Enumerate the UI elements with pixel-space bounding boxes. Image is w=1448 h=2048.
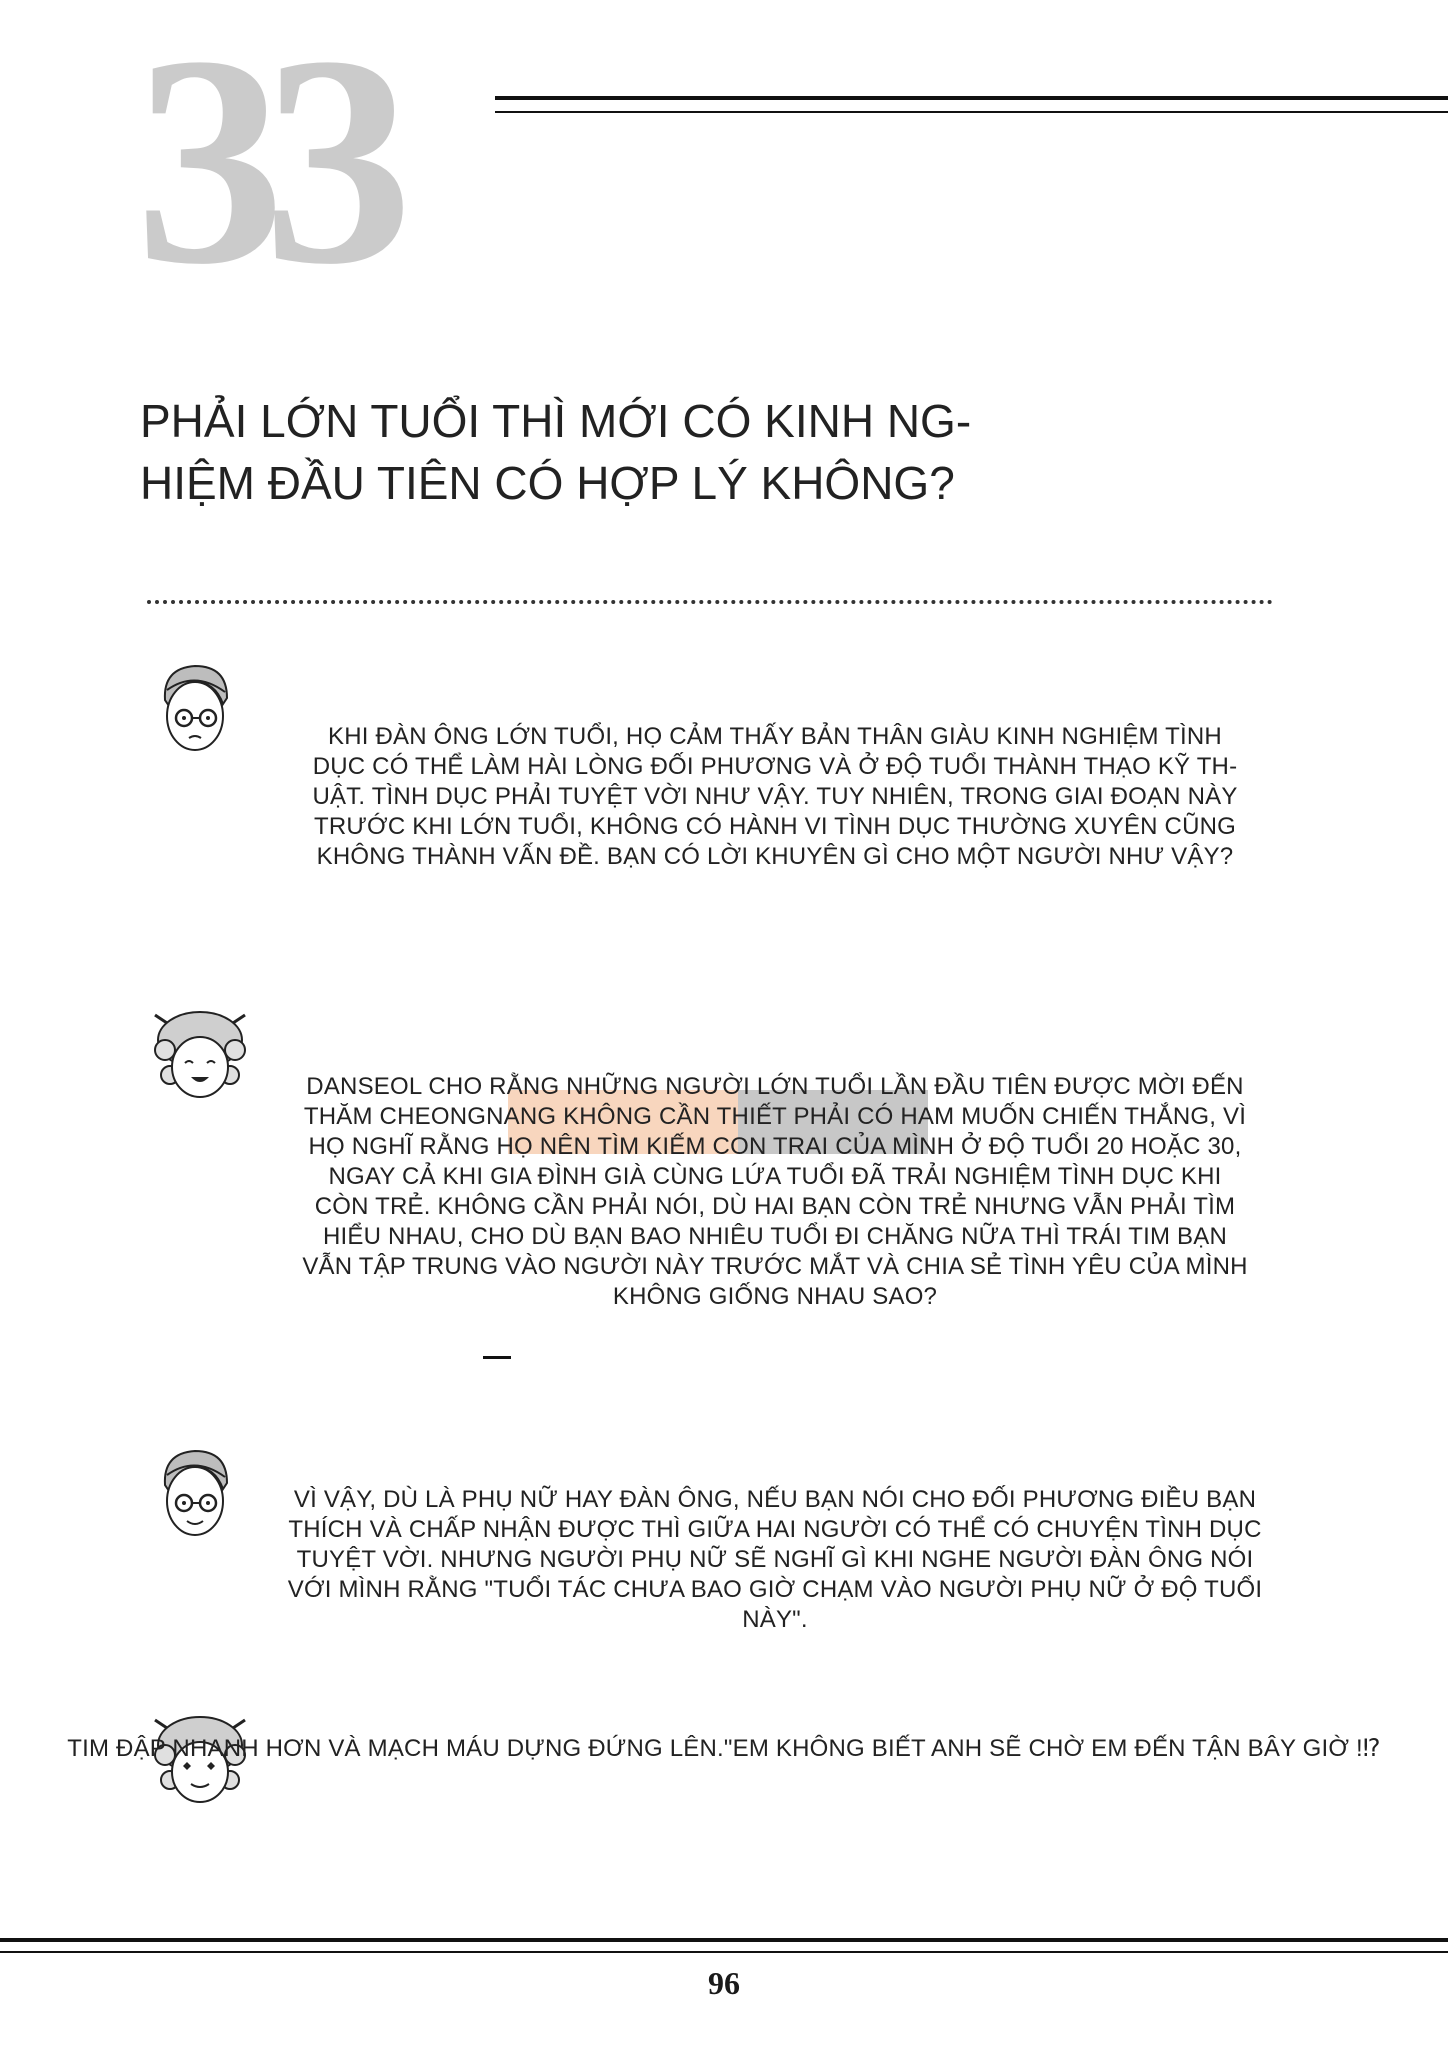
text-line: KHÔNG GIỐNG NHAU SAO? [612,1283,938,1310]
text-line: THÍCH VÀ CHẤP NHẬN ĐƯỢC THÌ GIỮA HAI NGƯỜI CÓ THỂ CÓ CHUYỆN TÌNH DỤC [288,1516,1262,1543]
text-line: TUYỆT VỜI. NHƯNG NGƯỜI PHỤ NỮ SẼ NGHĨ GÌ KHI NGHE NGƯỜI ĐÀN ÔNG NÓI [296,1546,1254,1573]
text-line: NGAY CẢ KHI GIA ĐÌNH GIÀ CÙNG LỨA TUỔI ĐÃ TRẢI NGHIỆM TÌNH DỤC KHI [328,1163,1222,1190]
text-line: DANSEOL CHO RẰNG NHỮNG NGƯỜI LỚN TUỔI LẦN ĐẦU TIÊN ĐƯỢC MỜI ĐẾN [306,1073,1244,1100]
text-line: VỚI MÌNH RẰNG "TUỔI TÁC CHƯA BAO GIỜ CHẠM VÀO NGƯỜI PHỤ NỮ Ở ĐỘ TUỔI [287,1576,1263,1603]
dialogue-2-text [270,1072,1280,1312]
text-line: NÀY". [742,1606,808,1633]
dotted-divider [147,600,1273,604]
dialogue-3-text [270,1485,1280,1635]
woman-hair-rollers-icon [145,995,255,1110]
older-man-glasses-icon [155,660,235,760]
text-line: VÌ VẬY, DÙ LÀ PHỤ NỮ HAY ĐÀN ÔNG, NẾU BẠN NÓI CHO ĐỐI PHƯƠNG ĐIỀU BẠN [293,1486,1257,1513]
text-line: HỌ NGHĨ RẰNG HỌ NÊN TÌM KIẾM CON TRAI CỦA MÌNH Ở ĐỘ TUỔI 20 HOẶC 30, [308,1133,1242,1160]
text-line: KHI ĐÀN ÔNG LỚN TUỔI, HỌ CẢM THẤY BẢN THÂN GIÀU KINH NGHIỆM TÌNH [328,723,1222,750]
text-line: THĂM CHEONGNANG KHÔNG CẦN THIẾT PHẢI CÓ HAM MUỐN CHIẾN THẮNG, VÌ [303,1103,1247,1130]
text-line: VẪN TẬP TRUNG VÀO NGƯỜI NÀY TRƯỚC MẮT VÀ CHIA SẺ TÌNH YÊU CỦA MÌNH [302,1253,1248,1280]
title-line-1: PHẢI LỚN TUỔI THÌ MỚI CÓ KINH NG- [140,395,972,447]
title-line-2: HIỆM ĐẦU TIÊN CÓ HỢP LÝ KHÔNG? [140,457,955,509]
dash-mark [483,1356,511,1359]
older-man-glasses-icon [155,1445,235,1545]
text-line: HIỂU NHAU, CHO DÙ BẠN BAO NHIÊU TUỔI ĐI CHĂNG NỮA THÌ TRÁI TIM BẠN [322,1223,1228,1250]
text-line: TRƯỚC KHI LỚN TUỔI, KHÔNG CÓ HÀNH VI TÌNH DỤC THƯỜNG XUYÊN CŨNG [313,813,1237,840]
chapter-number: 33 [135,0,391,326]
header-rule [495,96,1448,113]
text-line: KHÔNG THÀNH VẤN ĐỀ. BẠN CÓ LỜI KHUYÊN GÌ CHO MỘT NGƯỜI NHƯ VẬY? [316,843,1234,870]
page-number: 96 [708,1965,740,2001]
text-line: DỤC CÓ THỂ LÀM HÀI LÒNG ĐỐI PHƯƠNG VÀ Ở ĐỘ TUỔI THÀNH THẠO KỸ TH- [312,753,1238,780]
text-line: TIM ĐẬP NHANH HƠN VÀ MẠCH MÁU DỰNG ĐỨNG LÊN."EM KHÔNG BIẾT ANH SẼ CHỜ EM ĐẾN TẬN BÂY GIỜ !⁉ [67,1735,1381,1762]
text-line: UẬT. TÌNH DỤC PHẢI TUYỆT VỜI NHƯ VẬY. TUY NHIÊN, TRONG GIAI ĐOẠN NÀY [312,783,1238,810]
dialogue-1-text [270,722,1280,872]
text-line: CÒN TRẺ. KHÔNG CẦN PHẢI NÓI, DÙ HAI BẠN CÒN TRẺ NHƯNG VẪN PHẢI TÌM [314,1193,1236,1220]
footer-rule [0,1938,1448,1953]
page-title [140,390,1020,514]
dialogue-4-text [0,1734,1448,1764]
